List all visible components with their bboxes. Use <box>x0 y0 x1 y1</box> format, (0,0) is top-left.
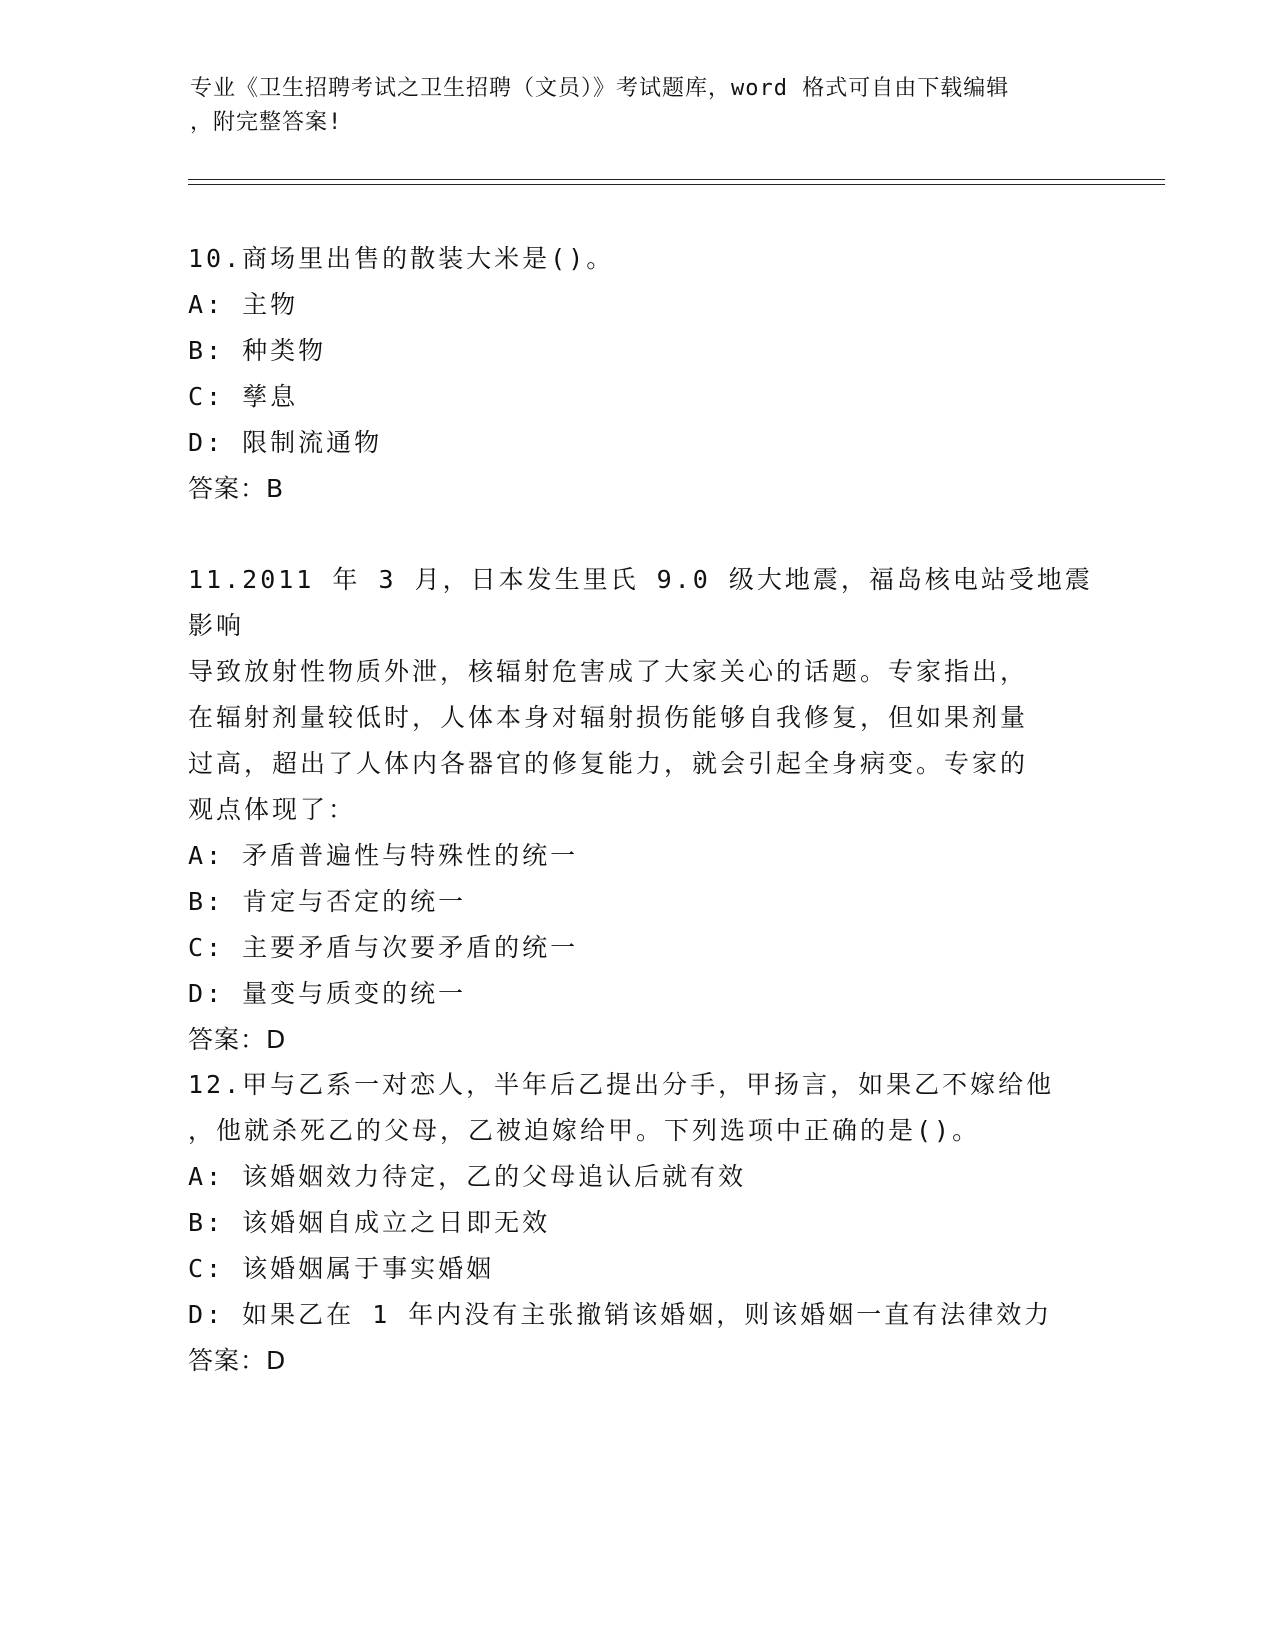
question-stem-line: 11.2011 年 3 月，日本发生里氏 9.0 级大地震，福岛核电站受地震影响 <box>188 565 1093 640</box>
question-stem: 10.商场里出售的散装大米是()。 <box>188 244 615 273</box>
question-stem-line: 过高，超出了人体内各器官的修复能力，就会引起全身病变。专家的 <box>188 749 1029 778</box>
header-divider-bottom <box>188 184 1165 185</box>
header-divider-top <box>188 179 1165 180</box>
option-d: D: 如果乙在 1 年内没有主张撤销该婚姻，则该婚姻一直有法律效力 <box>188 1300 1053 1329</box>
header-line-2: ，附完整答案! <box>190 110 343 135</box>
question-11 <box>188 557 1098 1063</box>
option-b: B: 肯定与否定的统一 <box>188 887 467 916</box>
question-stem-line: 12.甲与乙系一对恋人，半年后乙提出分手，甲扬言，如果乙不嫁给他 <box>188 1070 1055 1099</box>
document-header <box>190 72 1090 140</box>
question-stem-line: 导致放射性物质外泄，核辐射危害成了大家关心的话题。专家指出， <box>188 657 1029 686</box>
question-stem-line: 在辐射剂量较低时，人体本身对辐射损伤能够自我修复，但如果剂量 <box>188 703 1029 732</box>
option-d: D: 限制流通物 <box>188 428 383 457</box>
option-b: B: 该婚姻自成立之日即无效 <box>188 1208 551 1237</box>
question-12 <box>188 1062 1098 1384</box>
option-c: C: 主要矛盾与次要矛盾的统一 <box>188 933 579 962</box>
option-c: C: 孳息 <box>188 382 299 411</box>
option-a: A: 该婚姻效力待定，乙的父母追认后就有效 <box>188 1162 747 1191</box>
question-10 <box>188 236 1098 512</box>
option-a: A: 矛盾普遍性与特殊性的统一 <box>188 841 579 870</box>
option-d: D: 量变与质变的统一 <box>188 979 467 1008</box>
answer: 答案：D <box>188 1346 287 1375</box>
header-line-1: 专业《卫生招聘考试之卫生招聘（文员）》考试题库，word 格式可自由下载编辑 <box>190 76 1010 101</box>
option-b: B: 种类物 <box>188 336 327 365</box>
question-stem-line: 观点体现了： <box>188 795 357 824</box>
question-stem-line: ，他就杀死乙的父母，乙被迫嫁给甲。下列选项中正确的是()。 <box>188 1116 981 1145</box>
answer: 答案：D <box>188 1025 287 1054</box>
answer: 答案：B <box>188 474 285 503</box>
option-c: C: 该婚姻属于事实婚姻 <box>188 1254 495 1283</box>
option-a: A: 主物 <box>188 290 299 319</box>
